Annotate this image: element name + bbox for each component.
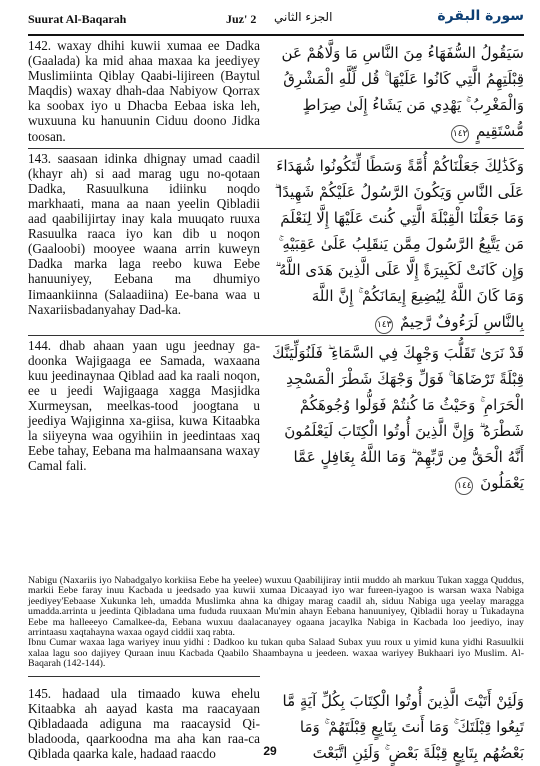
page-header [28,8,524,32]
verse-translation: 144. dhab ahaan yaan ugu jeednay ga-doonka Wajigaaga ee Samada, waxaana kuu jeedinaynaa Qiblad aad ka raali noqon, ee u jeedi Wajigaaga xagga Masjidka Xurmeysan, meelkas-tood joogtana u jeediya Wajiginna xa-giisa, kuwa Kitaabka la siiyeyna waa ogyihiin in jeedintaas xaq Eebe tahay, Eebana ma halmaansana waxay Camal fali. [28,337,260,474]
verse-arabic-text: وَكَذَٰلِكَ جَعَلْنَاكُمْ أُمَّةً وَسَطًا لِّتَكُونُوا شُهَدَاءَ عَلَى النَّاسِ وَيَكُونَ الرَّسُولُ عَلَيْكُمْ شَهِيدًا ۗ وَمَا جَعَلْنَا الْقِبْلَةَ الَّتِي كُنتَ عَلَيْهَا إِلَّا لِنَعْلَمَ مَن يَتَّبِعُ الرَّسُولَ مِمَّن يَنقَلِبُ عَلَىٰ عَقِبَيْهِ ۚ وَإِن كَانَتْ لَكَبِيرَةً إِلَّا عَلَى الَّذِينَ هَدَى اللَّهُ ۗ وَمَا كَانَ اللَّهُ لِيُضِيعَ إِيمَانَكُمْ ۚ إِنَّ اللَّهَ بِالنَّاسِ لَرَءُوفٌ رَّحِيمٌ [274,156,524,331]
surah-arabic-title: سورة البقرة [437,8,524,24]
verses-section [28,36,524,496]
commentary-block [28,576,524,670]
verse-row-143 [28,149,524,336]
verse-row-144 [28,336,524,496]
surah-title: Suurat Al-Baqarah [28,12,127,26]
page-number: 29 [263,744,277,758]
verse-arabic-text: سَيَقُولُ السُّفَهَاءُ مِنَ النَّاسِ مَا وَلَّاهُمْ عَن قِبْلَتِهِمُ الَّتِي كَانُوا عَلَيْهَا ۚ قُل لِّلَّهِ الْمَشْرِقُ وَالْمَغْرِبُ ۚ يَهْدِي مَن يَشَاءُ إِلَىٰ صِرَاطٍ مُّسْتَقِيمٍ [281,44,524,140]
verse-translation: 145. hadaad ula timaado kuwa ehelu Kitaabka ah aayad kasta ma raacayaan Qibladaada adiguna ma raacaysid Qi-bladooda, qaarkoodna ma aha kan raa-ca Qiblada qaarka kale, hadaad raacdo [28,686,260,762]
ayah-number-medallion: ١٤٣ [375,316,393,334]
verse-arabic [272,336,524,496]
verse-translation: 142. waxay dhihi kuwii xumaa ee Dadka (Gaalada) ka mid ahaa maxaa ka jeediyey Muslimiinta Qiblay Qaabi-lijireen (Baytul Maqdis) waxay dhah-daa Nabiyow Qorrax ka soobax iyo u Dhacba Eebaa iska leh, wuxuuna ku hanuunin Ciduu doono Jidka toosan. [28,38,260,144]
juz-label: Juz' 2 [226,12,257,26]
verse-translation: 143. saasaan idinka dhignay umad caadil (khayr ah) si aad marag ugu no-qotaan Dadka, Rasuulkuna idiinku noqdo markhaati, mana aa naan yeelin Qibladii aad qaabilijirtay inay kala muuqato ruuxa Rasuulka raaca iyo kan dib u noqon (Gaaloobi) mooyee waana arrin kuweyn Dadka marka laga reebo kuwa Eebe hanuuniyey, Eebana ma dhumiyo Iimaankiinna (Salaadiina) Ee-bana waa u Naxariisbadanyahay Dad-ka. [28,150,260,317]
commentary-paragraph: Nabigu (Naxariis iyo Nabadgalyo korkiisa Eebe ha yeelee) wuxuu Qaabilijiray intii muddo ah markuu Tukan xagga Quddus, markii Eebe faray inuu Kacbada u jeedsado yaa kuwii xumaa Dicaayad iyo war fureen-iyagoo is warsan waxa Nabiga jeediyey'Eebaase Xukunka leh, umadda Muslimka ahna ka dhigay marag caadil ah, siduu Nabiga uga yeelay maragga umadda.arrinta u jeedinta Qibladana uma fududa ruuxaan Mu'min ahayn Eebana hanuuniyey, Qibladii horay u Tukadayna Eebe ma halleeeyo Camalkee-da, Eebana wuxuu daalacanayey ogaana jacaylka Nabiga in Kacbada loo jeediyo, inay arrintaasu xaqtahayna waxaa ogayd ciddii xaq rabta. [28,575,524,639]
verse-arabic: وَلَئِنْ أَتَيْتَ الَّذِينَ أُوتُوا الْكِتَابَ بِكُلِّ آيَةٍ مَّا تَبِعُوا قِبْلَتَكَ ۚ وَمَا أَنتَ بِتَابِعٍ قِبْلَتَهُمْ ۚ وَمَا بَعْضُهُم بِتَابِعٍ قِبْلَةَ بَعْضٍ ۚ وَلَئِنِ اتَّبَعْتَ [282,692,524,762]
section-divider [28,676,260,677]
commentary-paragraph: Ibnu Cumar waxaa laga wariyey inuu yidhi : Dadkoo ku tukan quba Salaad Subax yuu roux u yimid kuna yidhi Rasuulkii xalaa lagu soo dajiyey Quraan inuu Kacbada Qaabilo Shaambayna u jeedeen. waxaa wariyey Bukhaari iyo Muslim. Al-Baqarah (142-144). [28,637,524,670]
ayah-number-medallion: ١٤٤ [455,477,473,495]
verse-arabic [272,149,524,335]
ayah-number-medallion: ١٤٢ [451,125,469,143]
juz-arabic-label: الجزء الثاني [274,10,333,24]
verse-row-142 [28,36,524,149]
verse-arabic [272,36,524,148]
verse-arabic-text: قَدْ نَرَىٰ تَقَلُّبَ وَجْهِكَ فِي السَّمَاءِ ۖ فَلَنُوَلِّيَنَّكَ قِبْلَةً تَرْضَاهَا ۚ فَوَلِّ وَجْهَكَ شَطْرَ الْمَسْجِدِ الْحَرَامِ ۚ وَحَيْثُ مَا كُنتُمْ فَوَلُّوا وُجُوهَكُمْ شَطْرَهُ ۗ وَإِنَّ الَّذِينَ أُوتُوا الْكِتَابَ لَيَعْلَمُونَ أَنَّهُ الْحَقُّ مِن رَّبِّهِمْ ۗ وَمَا اللَّهُ بِغَافِلٍ عَمَّا يَعْمَلُونَ [272,343,524,492]
